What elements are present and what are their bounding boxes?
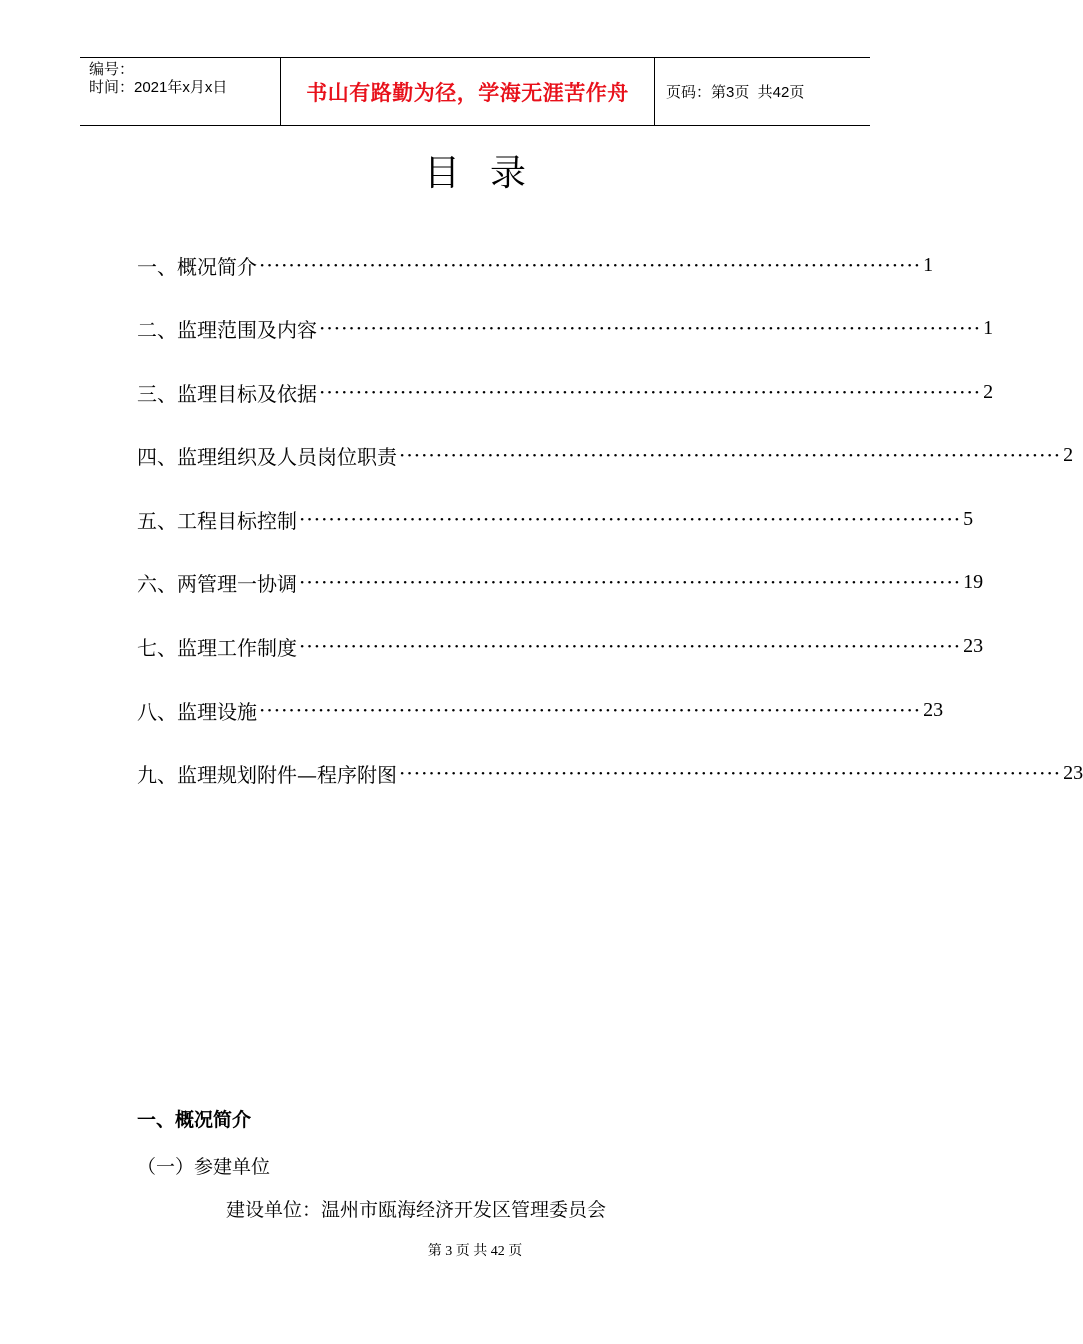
page-header [80, 57, 870, 126]
toc-entry[interactable] [137, 753, 1083, 793]
toc-dot-leader: ·························································································· [299, 634, 962, 658]
toc-dot-leader: ·························································································· [399, 443, 1062, 467]
page-footer: 第 3 页 共 42 页 [427, 1244, 523, 1259]
header-page-cell [655, 58, 870, 125]
header-meta-cell [80, 58, 281, 125]
toc-entry[interactable] [137, 245, 934, 285]
section-heading: 一、概况简介 [137, 1109, 252, 1131]
toc-dot-leader: ·························································································· [319, 380, 982, 404]
header-motto-cell [281, 58, 655, 125]
toc-entry[interactable] [137, 308, 994, 348]
toc-entry-page: 23 [963, 634, 984, 657]
toc-entry[interactable] [137, 435, 1074, 475]
toc-entry-label: 六、两管理一协调 [137, 571, 297, 596]
toc-entry-label: 五、工程目标控制 [137, 508, 297, 533]
toc-entry-label: 七、监理工作制度 [137, 635, 297, 660]
toc-entry-page: 1 [923, 253, 934, 276]
toc-dot-leader: ·························································································· [259, 698, 922, 722]
toc-entry[interactable] [137, 372, 994, 412]
document-time-label: 时间：2021年x月x日 [89, 79, 228, 96]
toc-entry-label: 三、监理目标及依据 [137, 381, 317, 406]
toc-entry-page: 2 [983, 380, 994, 403]
toc-entry[interactable] [137, 499, 974, 539]
toc-entry-label: 九、监理规划附件—程序附图 [137, 762, 397, 787]
toc-entry-page: 23 [1063, 761, 1083, 784]
toc-dot-leader: ·························································································· [299, 507, 962, 531]
document-number-label: 编号： [89, 61, 135, 78]
toc-entry[interactable] [137, 626, 984, 666]
toc-dot-leader: ·························································································· [259, 253, 922, 277]
body-text-line: 建设单位：温州市瓯海经济开发区管理委员会 [226, 1199, 607, 1221]
toc-title: 目录 [423, 153, 556, 194]
toc-dot-leader: ·························································································· [299, 570, 962, 594]
toc-entry-label: 一、概况简介 [137, 254, 257, 279]
toc-dot-leader: ·························································································· [319, 316, 982, 340]
toc-entry-label: 二、监理范围及内容 [137, 317, 317, 342]
section-subheading: （一）参建单位 [137, 1156, 271, 1178]
toc-entry-page: 5 [963, 507, 974, 530]
toc-entry[interactable] [137, 562, 984, 602]
toc-entry-label: 八、监理设施 [137, 699, 257, 724]
toc-dot-leader: ·························································································· [399, 761, 1062, 785]
header-motto: 书山有路勤为径，学海无涯苦作舟 [306, 80, 629, 105]
toc-entry[interactable] [137, 690, 944, 730]
toc-entry-page: 2 [1063, 443, 1074, 466]
toc-entry-page: 19 [963, 570, 984, 593]
toc-entry-page: 23 [923, 698, 944, 721]
toc-entry-label: 四、监理组织及人员岗位职责 [137, 444, 397, 469]
header-page-label: 页码：第3页 共42页 [666, 84, 805, 101]
toc-entry-page: 1 [983, 316, 994, 339]
